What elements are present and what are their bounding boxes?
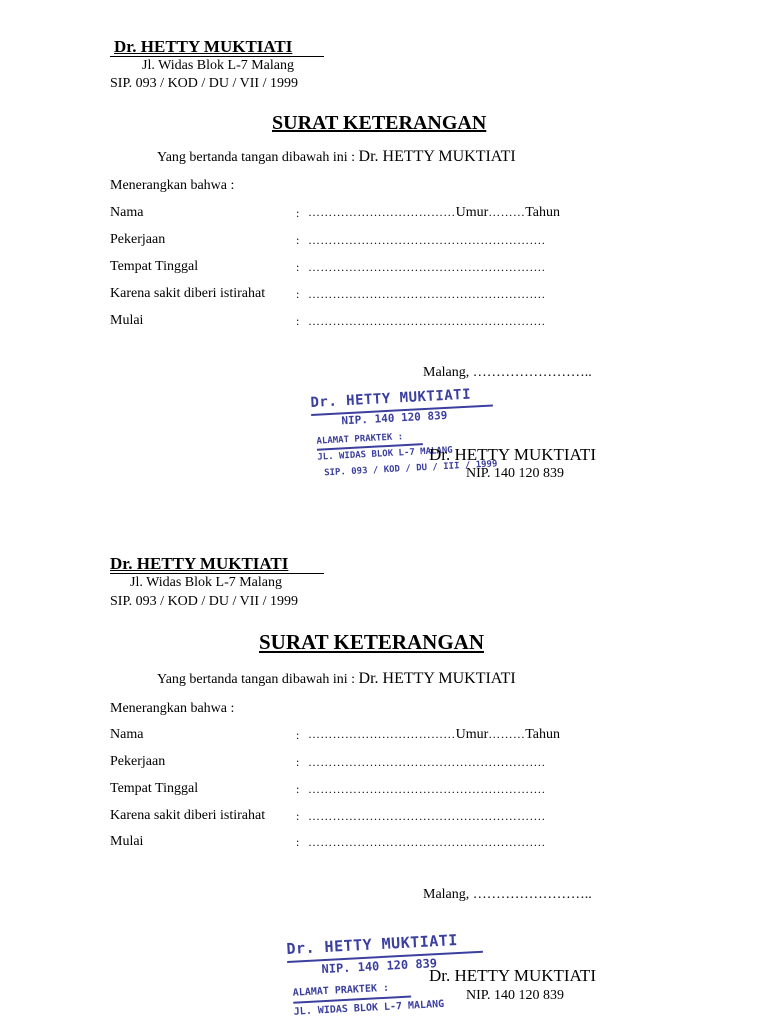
field-dots-umur: ……… <box>488 205 526 219</box>
tahun-label: Tahun <box>525 727 560 742</box>
field-label-nama: Nama <box>110 205 144 220</box>
intro-line <box>157 148 516 166</box>
field-colon: : <box>296 314 300 328</box>
intro-doctor-name: Dr. HETTY MUKTIATI <box>358 670 516 687</box>
field-label-pekerjaan: Pekerjaan <box>110 232 166 247</box>
field-dots-pekerjaan: …………………………………………………. <box>308 755 545 769</box>
field-label-istirahat: Karena sakit diberi istirahat <box>110 286 266 301</box>
place-date: Malang, …………………….. <box>423 365 592 380</box>
field-dots-pekerjaan: …………………………………………………. <box>308 233 545 247</box>
signature-nip: NIP. 140 120 839 <box>466 988 565 1003</box>
field-label-mulai: Mulai <box>110 313 144 328</box>
umur-label: Umur <box>455 205 489 220</box>
field-colon: : <box>296 809 300 823</box>
field-colon: : <box>296 782 300 796</box>
letter-2 <box>0 520 768 1024</box>
doctor-name: Dr. HETTY MUKTIATI <box>110 554 289 573</box>
stamp-nip: NIP. 140 120 839 <box>321 956 438 977</box>
field-label-pekerjaan: Pekerjaan <box>110 754 166 769</box>
clinic-address: Jl. Widas Blok L-7 Malang <box>142 58 294 73</box>
clinic-address: Jl. Widas Blok L-7 Malang <box>130 575 282 590</box>
sip-number: SIP. 093 / KOD / DU / VII / 1999 <box>110 594 298 609</box>
explains-label: Menerangkan bahwa : <box>110 701 235 716</box>
field-label-tempat-tinggal: Tempat Tinggal <box>110 259 199 274</box>
field-label-istirahat: Karena sakit diberi istirahat <box>110 808 266 823</box>
field-nama-line <box>308 205 560 221</box>
field-colon: : <box>296 755 300 769</box>
field-label-tempat-tinggal: Tempat Tinggal <box>110 781 199 796</box>
stamp-sip: SIP. 093 / KOD / DU / III / 1999 <box>323 459 498 479</box>
doctor-name: Dr. HETTY MUKTIATI <box>114 37 293 56</box>
stamp-name: Dr. HETTY MUKTIATI <box>286 931 459 958</box>
stamp-address: JL. WIDAS BLOK L-7 MALANG <box>293 998 445 1018</box>
field-dots-nama: ……………………………… <box>308 727 456 741</box>
tahun-label: Tahun <box>525 205 560 220</box>
place-date: Malang, …………………….. <box>423 887 592 902</box>
stamp-label: ALAMAT PRAKTEK : <box>316 432 404 447</box>
field-dots-tempat-tinggal: …………………………………………………. <box>308 260 545 274</box>
stamp-nip: NIP. 140 120 839 <box>341 408 448 428</box>
field-dots-mulai: …………………………………………………. <box>308 314 545 328</box>
signature-name: Dr. HETTY MUKTIATI <box>429 966 596 985</box>
field-colon: : <box>296 206 300 220</box>
field-dots-istirahat: …………………………………………………. <box>308 809 545 823</box>
field-dots-nama: ……………………………… <box>308 205 456 219</box>
field-colon: : <box>296 835 300 849</box>
field-nama-line <box>308 727 560 743</box>
field-dots-tempat-tinggal: …………………………………………………. <box>308 782 545 796</box>
signature-nip: NIP. 140 120 839 <box>466 466 565 481</box>
field-dots-istirahat: …………………………………………………. <box>308 287 545 301</box>
document-title: SURAT KETERANGAN <box>259 630 485 654</box>
field-dots-mulai: …………………………………………………. <box>308 835 545 849</box>
header-rule <box>110 573 324 574</box>
stamp-name: Dr. HETTY MUKTIATI <box>310 386 472 411</box>
intro-doctor-name: Dr. HETTY MUKTIATI <box>358 148 516 165</box>
intro-text: Yang bertanda tangan dibawah ini : <box>157 672 356 687</box>
field-colon: : <box>296 233 300 247</box>
document-title: SURAT KETERANGAN <box>272 112 487 134</box>
stamp-address: JL. WIDAS BLOK L-7 MALANG <box>317 445 453 463</box>
field-colon: : <box>296 260 300 274</box>
sip-number: SIP. 093 / KOD / DU / VII / 1999 <box>110 76 298 91</box>
signature-name: Dr. HETTY MUKTIATI <box>429 445 596 464</box>
field-label-mulai: Mulai <box>110 834 144 849</box>
stamp-label: ALAMAT PRAKTEK : <box>292 982 390 999</box>
field-label-nama: Nama <box>110 727 144 742</box>
field-dots-umur: ……… <box>488 727 526 741</box>
intro-text: Yang bertanda tangan dibawah ini : <box>157 150 356 165</box>
intro-line <box>157 670 516 688</box>
field-colon: : <box>296 287 300 301</box>
field-colon: : <box>296 728 300 742</box>
header-rule <box>110 56 324 57</box>
explains-label: Menerangkan bahwa : <box>110 178 235 193</box>
umur-label: Umur <box>455 727 489 742</box>
